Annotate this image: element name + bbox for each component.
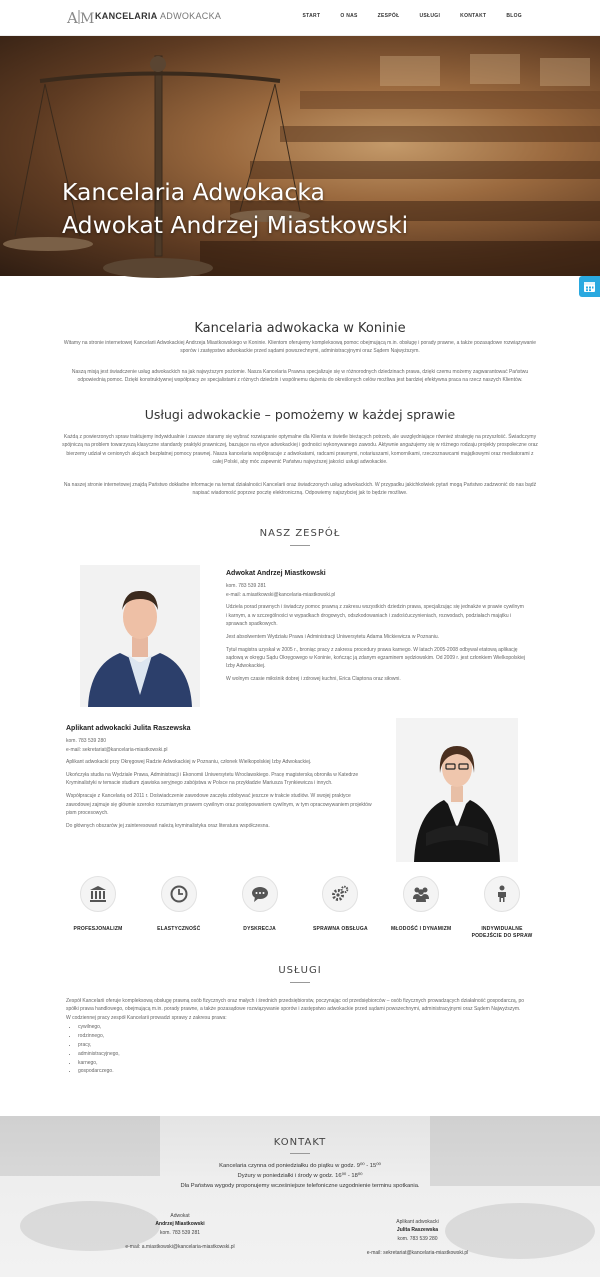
- hero-title-line2: Adwokat Andrzej Miastkowski: [62, 211, 409, 239]
- intro-heading: Kancelaria adwokacka w Koninie: [194, 321, 406, 336]
- team-section-title: NASZ ZESPÓŁ: [259, 528, 341, 539]
- nav-start[interactable]: START: [302, 13, 321, 19]
- member-bio-1: Udziela porad prawnych i świadczy pomoc prawną z zakresu wszystkich dziedzin prawa, specjalizując się jednakże w prawie cywilnym i karnym, a w szczególności w wypadkach drogowych, odszkodowaniach i zadośćuczynieniach, rozwodach, podziałach majątku i sprawach spadkowych.: [226, 604, 524, 627]
- side-contact-widget[interactable]: [579, 276, 600, 297]
- clock-icon: [161, 876, 197, 912]
- nav-blog[interactable]: BLOG: [506, 13, 522, 19]
- uslugi-content: [66, 997, 536, 1076]
- contact-section: [0, 1116, 600, 1277]
- gears-icon: [322, 876, 358, 912]
- nav-zespol[interactable]: ZESPÓŁ: [377, 13, 400, 19]
- intro-paragraph-1: Witamy na stronie internetowej Kancelarii Adwokackiej Andrzeja Miastkowskiego w Koninie. Klientom oferujemy kompleksową pomoc obejmującą m.in. obsługę i porady prawne, a także pozasądowe rozwiązywanie sporów i zastępstwo adwokackie przed sądami powszechnymi, administracyjnymi oraz Sądem Najwyższym.: [63, 340, 537, 355]
- logo-mark-icon: [66, 8, 95, 27]
- feature-label: PROFESJONALIZM: [73, 926, 123, 932]
- contact-email[interactable]: e-mail: sekretariat@kancelaria-miastkowski.pl: [366, 1250, 469, 1257]
- member-phone: kom. 783 539 280: [66, 738, 107, 745]
- logo-strong: KANCELARIA: [95, 11, 158, 22]
- svg-text:A: A: [67, 9, 78, 27]
- svg-text:M: M: [80, 11, 95, 27]
- list-item: • rodzinnego,: [78, 1032, 536, 1041]
- logo-text: [95, 10, 221, 24]
- uslugi-divider: [290, 982, 310, 983]
- hero-banner: [0, 36, 600, 276]
- feature-item: [304, 876, 376, 939]
- services-heading: Usługi adwokackie – pomożemy w każdej sprawie: [144, 407, 456, 422]
- member-name: Aplikant adwokacki Julita Raszewska: [66, 725, 191, 732]
- person-icon: [484, 876, 520, 912]
- features-row: [62, 876, 538, 939]
- intro-paragraph-2: Naszą misją jest świadczenie usług adwokackich na jak najwyższym poziomie. Nasza Kancelaria Prawna specjalizuje się w różnorodnych dziedzinach prawa, dzięki czemu możemy zagwarantować Państwu odpowiednią pomoc. Dzięki konstruktywnej współpracy ze specjalistami z różnych dziedzin i wspólnemu dążeniu do określonych celów możliwa jest bardziej efektywna praca na rzecz naszych Klientów.: [71, 369, 529, 384]
- feature-label: INDYWIDUALNE PODEJŚCIE DO SPRAW: [471, 926, 533, 939]
- contact-name: Julita Raszewska: [396, 1227, 439, 1234]
- services-paragraph-2: Na naszej stronie internetowej znajdą Państwo dokładne informacje na temat działalności Kancelarii oraz świadczonych usług adwokackich. W przypadku jakichkolwiek pytań mogą Państwo zadzwonić do nas bądź napisać wiadomość poprzez pocztę elektroniczną. Odpowiemy najszybciej jak to będzie możliwe.: [63, 482, 537, 497]
- member-email[interactable]: e-mail: sekretariat@kancelaria-miastkowski.pl: [66, 746, 168, 753]
- calendar-icon: [583, 280, 596, 293]
- contact-note: Dla Państwa wygody proponujemy wcześniejsze telefoniczne uzgodnienie terminu spotkania.: [180, 1183, 420, 1189]
- contact-role: Adwokat: [170, 1213, 190, 1219]
- feature-label: DYSKRECJA: [243, 926, 276, 932]
- contact-duty-hours: Dyżury w poniedziałki i środy w godz. 16⁰⁰ - 18⁰⁰: [237, 1173, 363, 1179]
- uslugi-list: [78, 1023, 536, 1076]
- contact-phone[interactable]: kom. 783 539 281: [159, 1229, 201, 1236]
- member-bio-3: Współpracuje z Kancelarią od 2011 r. Doświadczenie zawodowe zaczęła zdobywać jeszcze w trakcie studiów. W swojej praktyce zawodowej zajmuje się głównie szeroko rozumianym prawem cywilnym oraz postępowaniem cywilnym, w tym opracowywaniem projektów pism procesowych.: [66, 793, 372, 816]
- nav-kontakt[interactable]: KONTAKT: [460, 13, 487, 19]
- services-paragraph-1: Każdą z powierzonych spraw traktujemy indywidualnie i zawsze staramy się wybrać rozwiązanie optymalne dla Klienta w świetle bieżących potrzeb, ale uwzględniające również strategię na przyszłość. Świadczymy spójniczą na problem towarzyszą klasyczne standardy praktyki prawniczej, bazujące na etyce adwokackiej i godności wykonywanego zawodu. Aktywnie angażujemy się w różnego rodzaju projekty prospołeczne oraz bierzemy udział w cenionych akcjach bezpłatnej pomocy prawnej. Nasza kancelaria współpracuje z adwokatami, radcami prawnymi, notariuszami, komornikami, rzeczoznawcami majątkowymi oraz mediatorami z całej Polski, aby móc zapewnić Państwu najwyższej jakości usługi adwokackie.: [62, 434, 538, 466]
- chat-icon: [242, 876, 278, 912]
- member-name: Adwokat Andrzej Miastkowski: [226, 570, 326, 577]
- member-julita: [66, 725, 372, 834]
- feature-item: [143, 876, 215, 939]
- feature-label: MŁODOŚĆ I DYNAMIZM: [391, 926, 452, 932]
- hero-title: [62, 176, 408, 242]
- uslugi-paragraph-2: W codziennej pracy zespół Kancelarii prowadzi sprawy z zakresu prawa:: [66, 1014, 227, 1021]
- group-icon: [403, 876, 439, 912]
- site-header: [0, 0, 600, 36]
- list-item: • gospodarczego.: [78, 1067, 536, 1076]
- list-item: • administracyjnego,: [78, 1050, 536, 1059]
- uslugi-paragraph-1: Zespół Kancelarii oferuje kompleksową obsługę prawną osób fizycznych oraz małych i średnich przedsiębiorstw, poczynając od przedsiębiorców – osób fizycznych prowadzących działalność gospodarczą, po spółki prawa handlowego, obejmującą m.in. porady prawne, a także pozasądowe rozwiązywanie sporów i zastępstwo adwokackie przed sądami powszechnymi, administracyjnymi oraz Sądem Najwyższym.: [66, 998, 525, 1013]
- list-item: • pracy,: [78, 1041, 536, 1050]
- feature-label: ELASTYCZNOŚĆ: [157, 926, 201, 932]
- hero-title-line1: Kancelaria Adwokacka: [62, 178, 325, 206]
- team-divider: [290, 545, 310, 546]
- main-nav: [303, 13, 522, 21]
- member-bio-3: Tytuł magistra uzyskał w 2005 r., broniąc pracy z zakresu procedury prawa karnego. W latach 2005-2008 odbywał etatową aplikację sądową w okręgu Sądu Okręgowego w Koninie, kończąc ją zdanym egzaminem sędziowskim. Od 2009 r. jest członkiem Wielkopolskiej Izby Adwokackiej.: [226, 646, 526, 670]
- list-item: • karnego,: [78, 1059, 536, 1068]
- site-logo[interactable]: [66, 7, 221, 27]
- list-item: • cywilnego,: [78, 1023, 536, 1032]
- member-bio-2: Jest absolwentem Wydziału Prawa i Administracji Uniwersytetu Adama Mickiewicza w Poznaniu.: [226, 633, 440, 640]
- feature-label: SPRAWNA OBSŁUGA: [313, 926, 368, 932]
- feature-item: [385, 876, 457, 939]
- contact-role: Aplikant adwokacki: [396, 1219, 439, 1225]
- contact-divider: [290, 1153, 310, 1154]
- member-bio-4: Do głównych obszarów jej zainteresowań należą kryminalistyka oraz literatura współczesna.: [66, 822, 270, 829]
- logo-light: ADWOKACKA: [159, 11, 222, 22]
- andrzej-photo: [80, 565, 200, 707]
- uslugi-section-title: USŁUGI: [278, 965, 322, 976]
- member-bio-2: Ukończyła studia na Wydziale Prawa, Administracji i Ekonomii Uniwersytetu Wrocławskiego. Pracę magisterską obroniła w Katedrze Kryminalistyki w temacie studium zjawiska seryjnego zabójstwa w Polsce na przykładzie Mariusza Trynkiewicza i innych.: [66, 772, 359, 787]
- contact-hours: Kancelaria czynna od poniedziałku do piątku w godz. 9⁰⁰ - 15⁰⁰: [219, 1163, 381, 1169]
- member-bio-4: W wolnym czasie miłośnik dobrej i zdrowej kuchni, Erica Claptona oraz siłowni.: [226, 675, 401, 682]
- feature-item: [224, 876, 296, 939]
- member-email[interactable]: e-mail: a.miastkowski@kancelaria-miastkowski.pl: [226, 591, 336, 598]
- member-phone: kom. 783 539 281: [226, 583, 267, 590]
- contact-card-julita: [345, 1218, 490, 1258]
- julita-photo: [396, 718, 518, 862]
- contact-name: Andrzej Miastkowski: [155, 1221, 205, 1228]
- member-bio-1: Aplikant adwokacki przy Okręgowej Radzie Adwokackiej w Poznaniu, członek Wielkopolskiej Izby Adwokackiej.: [66, 759, 312, 766]
- feature-item: [62, 876, 134, 939]
- nav-uslugi[interactable]: USŁUGI: [419, 13, 441, 19]
- contact-card-andrzej: [100, 1212, 260, 1252]
- contact-phone[interactable]: kom. 783 539 280: [397, 1235, 438, 1242]
- nav-o-nas[interactable]: O NAS: [340, 13, 358, 19]
- contact-email[interactable]: e-mail: a.miastkowski@kancelaria-miastkowski.pl: [125, 1244, 235, 1251]
- bank-icon: [80, 876, 116, 912]
- member-andrzej: [226, 570, 526, 688]
- contact-title: KONTAKT: [273, 1137, 327, 1148]
- feature-item: [466, 876, 538, 939]
